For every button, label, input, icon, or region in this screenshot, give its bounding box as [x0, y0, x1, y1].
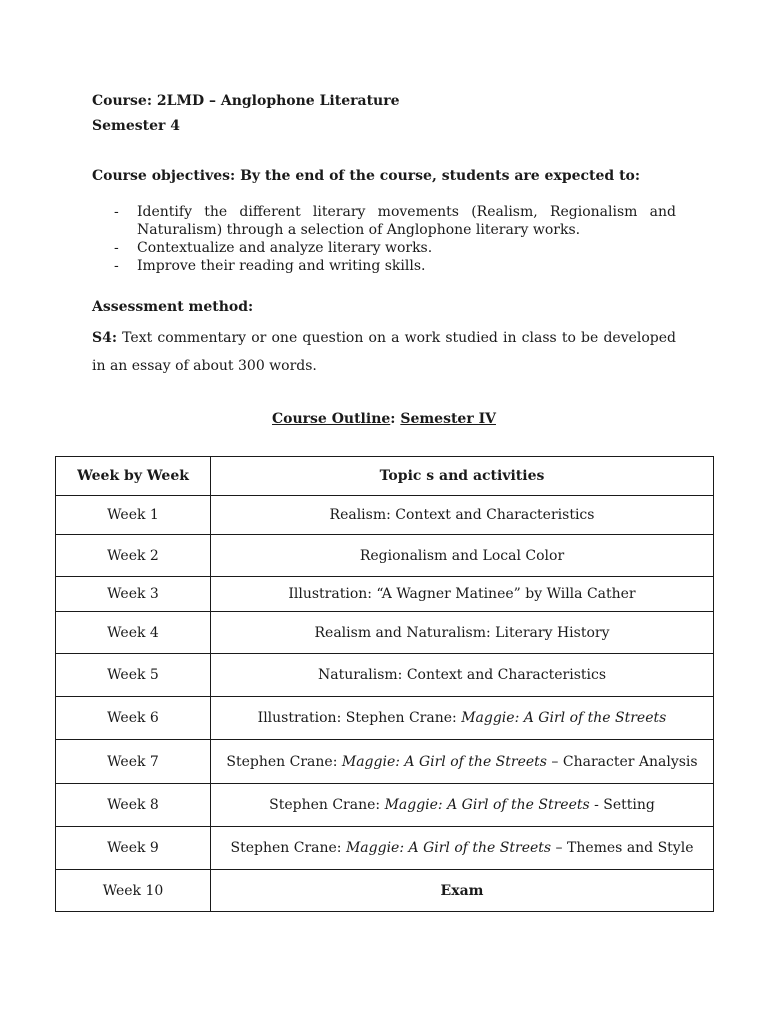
objective-item: - Identify the different literary movements (Realism, Regionalism and Naturalism) through a selection of Anglophone literary works.: [92, 203, 676, 239]
topic-text-suffix: – Themes and Style: [551, 840, 694, 856]
topic-cell: [211, 654, 714, 697]
week-cell: Week 3: [56, 577, 211, 612]
topic-cell: [211, 535, 714, 577]
outline-title: [0, 411, 768, 427]
topic-text: Realism and Naturalism: Literary History: [314, 624, 610, 641]
topic-cell: [211, 784, 714, 827]
assessment-text: [92, 324, 676, 380]
topic-title-italic: Maggie: A Girl of the Streets: [461, 710, 667, 726]
table-row: [56, 697, 714, 740]
week-cell: Week 2: [56, 535, 211, 577]
topic-text: Stephen Crane:: [230, 840, 346, 856]
topic-text: Realism: Context and Characteristics: [329, 507, 595, 523]
table-row: [56, 612, 714, 654]
topic-text: Illustration: Stephen Crane:: [257, 710, 462, 726]
outline-title-separator: :: [390, 411, 401, 427]
topic-cell: [211, 697, 714, 740]
topic-text-bold: Exam: [440, 882, 484, 899]
topic-text: Stephen Crane:: [226, 753, 342, 770]
topic-cell: [211, 827, 714, 870]
objective-item: - Contextualize and analyze literary works.: [92, 239, 676, 257]
header-week: Week by Week: [56, 457, 211, 496]
week-cell: Week 4: [56, 612, 211, 654]
week-cell: Week 6: [56, 697, 211, 740]
topic-text: Naturalism: Context and Characteristics: [317, 667, 607, 683]
table-row: [56, 496, 714, 535]
topic-title-italic: Maggie: A Girl of the Streets: [384, 797, 590, 813]
topic-text-suffix: – Character Analysis: [546, 753, 698, 770]
objective-item: - Improve their reading and writing skills.: [92, 257, 676, 275]
table-row: [56, 740, 714, 784]
week-cell: Week 5: [56, 654, 211, 697]
semester-label: Semester 4: [92, 118, 180, 134]
topic-cell: [211, 870, 714, 912]
week-cell: Week 9: [56, 827, 211, 870]
table-row: [56, 577, 714, 612]
topic-title-italic: Maggie: A Girl of the Streets: [341, 753, 547, 770]
topic-text: Regionalism and Local Color: [359, 547, 565, 564]
assessment-description: Text commentary or one question on a work studied in class to be developed in an essay of about 300 words.: [92, 330, 676, 374]
topic-text: Illustration: “A Wagner Matinee” by Willa Cather: [288, 586, 636, 602]
topic-cell: [211, 496, 714, 535]
assessment-term: S4:: [92, 330, 118, 346]
table-row: [56, 784, 714, 827]
outline-title-part1: Course Outline: [272, 411, 391, 427]
week-cell: Week 1: [56, 496, 211, 535]
week-cell: Week 8: [56, 784, 211, 827]
topic-title-italic: Maggie: A Girl of the Streets: [345, 840, 552, 856]
topic-cell: [211, 740, 714, 784]
table-row: [56, 535, 714, 577]
week-cell: Week 7: [56, 740, 211, 784]
course-outline-table: [55, 456, 714, 912]
objectives-title: Course objectives: By the end of the course, students are expected to:: [92, 168, 641, 184]
topic-text-suffix: - Setting: [589, 797, 655, 813]
objectives-list: [92, 203, 676, 275]
course-title: Course: 2LMD – Anglophone Literature: [92, 93, 400, 109]
assessment-title: Assessment method:: [92, 299, 254, 315]
week-cell: Week 10: [56, 870, 211, 912]
table-row: [56, 870, 714, 912]
table-row: [56, 827, 714, 870]
header-topics: Topic s and activities: [211, 457, 714, 496]
table-header-row: [56, 457, 714, 496]
table-row: [56, 654, 714, 697]
topic-cell: [211, 577, 714, 612]
topic-text: Stephen Crane:: [269, 797, 385, 813]
outline-title-part2: Semester IV: [400, 411, 496, 427]
topic-cell: [211, 612, 714, 654]
